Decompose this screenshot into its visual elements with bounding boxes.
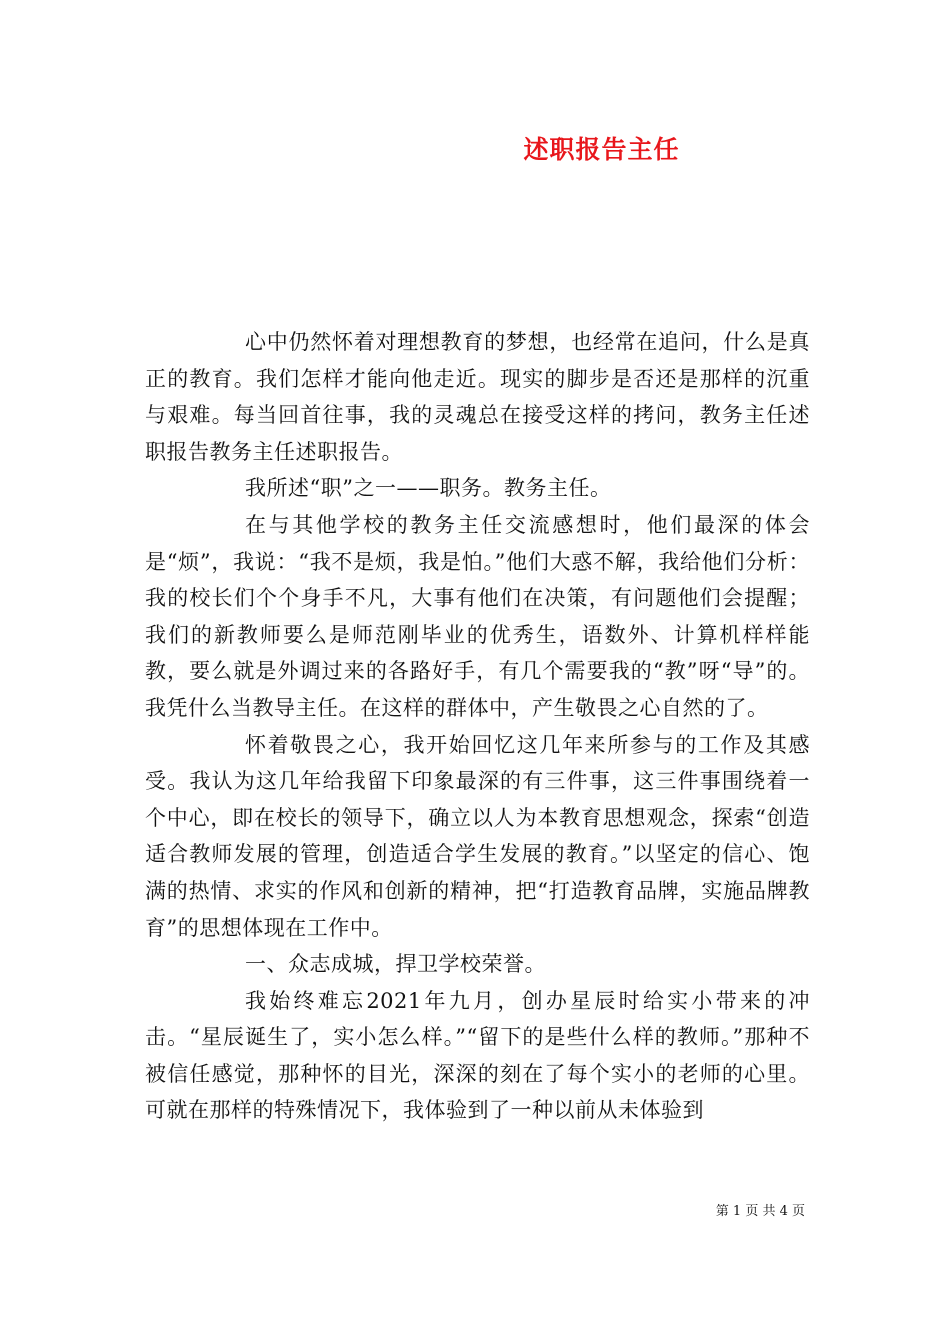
paragraph-2: 我所述“职”之一——职务。教务主任。 <box>245 476 612 501</box>
paragraph-5: 我始终难忘2021年九月，创办星辰时给实小带来的冲击。“星辰诞生了，实小怎么样。”“留下的是些什么样的教师。”那种不被信任感觉，那种怀的目光，深深的刻在了每个实小的老师的心里。可就在那样的特殊情况下，我体验到了一种以前从未体验到 <box>145 988 810 1123</box>
document-body <box>145 324 810 1129</box>
paragraph-1: 心中仍然怀着对理想教育的梦想，也经常在追问，什么是真正的教育。我们怎样才能向他走近。现实的脚步是否还是那样的沉重与艰难。每当回首往事，我的灵魂总在接受这样的拷问，教务主任述职报告教务主任述职报告。 <box>145 330 810 464</box>
paragraph-3: 在与其他学校的教务主任交流感想时，他们最深的体会是“烦”，我说：“我不是烦，我是怕。”他们大惑不解，我给他们分析：我的校长们个个身手不凡，大事有他们在决策，有问题他们会提醒；我们的新教师要么是师范刚毕业的优秀生，语数外、计算机样样能教，要么就是外调过来的各路好手，有几个需要我的“教”呀“导”的。我凭什么当教导主任。在这样的群体中，产生敬畏之心自然的了。 <box>145 512 810 720</box>
section-heading-1: 一、众志成城，捍卫学校荣誉。 <box>245 952 546 977</box>
paragraph-4: 怀着敬畏之心，我开始回忆这几年来所参与的工作及其感受。我认为这几年给我留下印象最深的有三件事，这三件事围绕着一个中心，即在校长的领导下，确立以人为本教育思想观念，探索“创造适合教师发展的管理，创造适合学生发展的教育。”以坚定的信心、饱满的热情、求实的作风和创新的精神，把“打造教育品牌，实施品牌教育”的思想体现在工作中。 <box>145 732 810 940</box>
document-title: 述职报告主任 <box>523 135 680 164</box>
page-number-footer: 第 1 页 共 4 页 <box>715 1204 805 1219</box>
